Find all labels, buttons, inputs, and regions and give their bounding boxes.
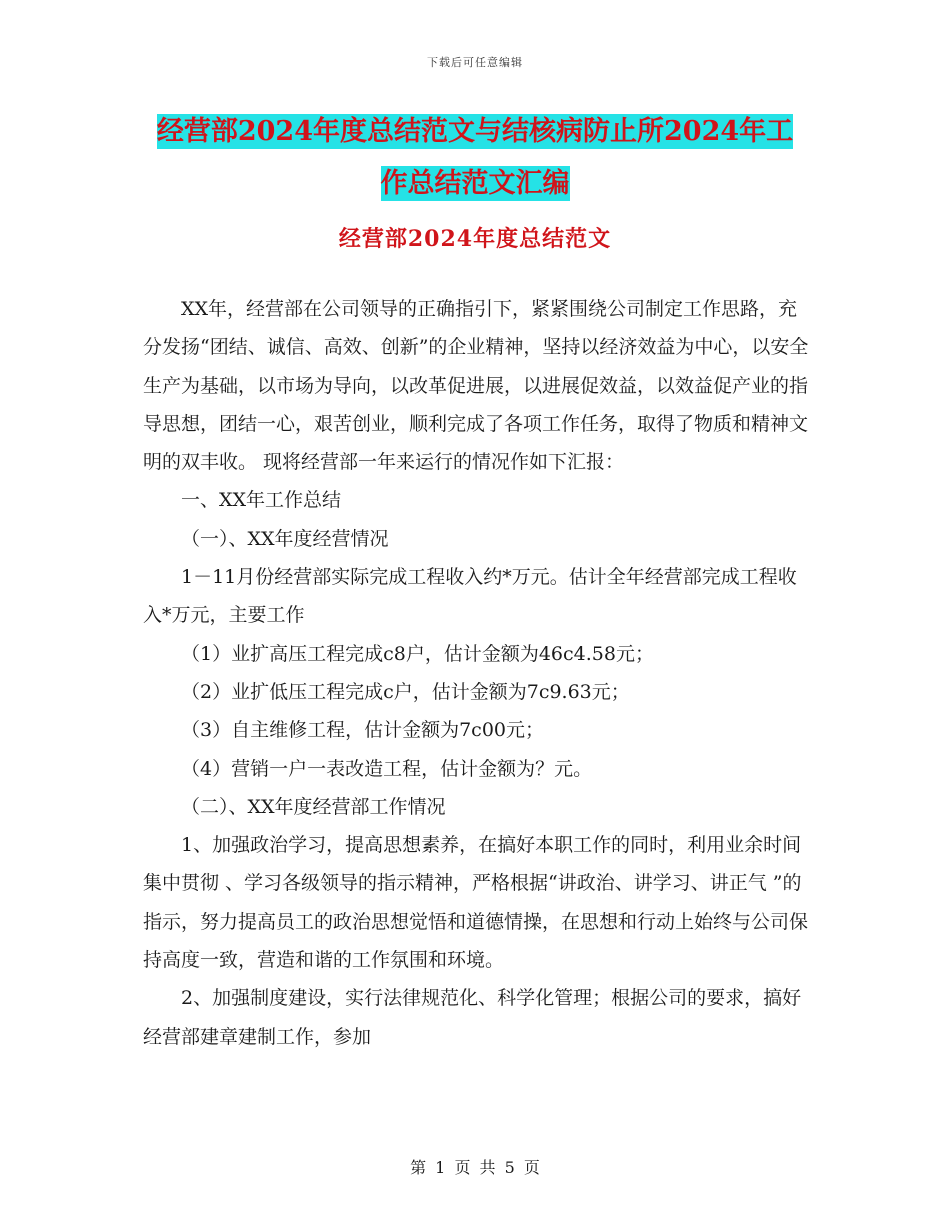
paragraph: （二）、XX年度经营部工作情况 xyxy=(181,795,446,818)
page-footer: 第 1 页 共 5 页 xyxy=(410,1158,540,1177)
paragraph: 2、加强制度建设，实行法律规范化、科学化管理；根据公司的要求，搞好经营部建章建制工作，参加 xyxy=(143,987,802,1048)
paragraph: （2）业扩低压工程完成c户，估计金额为7c9.63元； xyxy=(181,680,630,703)
paragraph: 一、XX年工作总结 xyxy=(181,489,342,512)
paragraph: 1、加强政治学习，提高思想素养，在搞好本职工作的同时，利用业余时间集中贯彻 、学习各级领导的指示精神，严格根据“讲政治、讲学习、讲正气 ”的指示，努力提高员工的政治思想觉悟和道德情操，在思想和行动上始终与公司保持高度一致，营造和谐的工作氛围和环境。 xyxy=(143,834,809,972)
section-title: 经营部2024年度总结范文 xyxy=(338,226,612,252)
paragraph: XX年，经营部在公司领导的正确指引下，紧紧围绕公司制定工作思路，充分发扬“团结、诚信、高效、创新”的企业精神，坚持以经济效益为中心，以安全生产为基础，以市场为导向，以改革促进展，以进展促效益，以效益促产业的指导思想，团结一心，艰苦创业，顺利完成了各项工作任务，取得了物质和精神文明的双丰收。 现将经营部一年来运行的情况作如下汇报： xyxy=(143,298,809,474)
document-title-line-2: 作总结范文汇编 xyxy=(380,168,570,199)
paragraph: （3）自主维修工程，估计金额为7c00元； xyxy=(181,719,544,742)
paragraph: （4）营销一户一表改造工程，估计金额为？元。 xyxy=(181,757,593,780)
paragraph: （1）业扩高压工程完成c8户，估计金额为46c4.58元； xyxy=(181,642,654,665)
paragraph: （一）、XX年度经营情况 xyxy=(181,527,389,550)
document-title xyxy=(140,106,810,210)
header-note: 下载后可任意编辑 xyxy=(427,56,523,69)
paragraph: 1－11月份经营部实际完成工程收入约*万元。估计全年经营部完成工程收入*万元，主要工作 xyxy=(143,566,797,627)
document-body xyxy=(143,290,813,1056)
document-title-line-1: 经营部2024年度总结范文与结核病防止所2024年工 xyxy=(156,116,794,147)
